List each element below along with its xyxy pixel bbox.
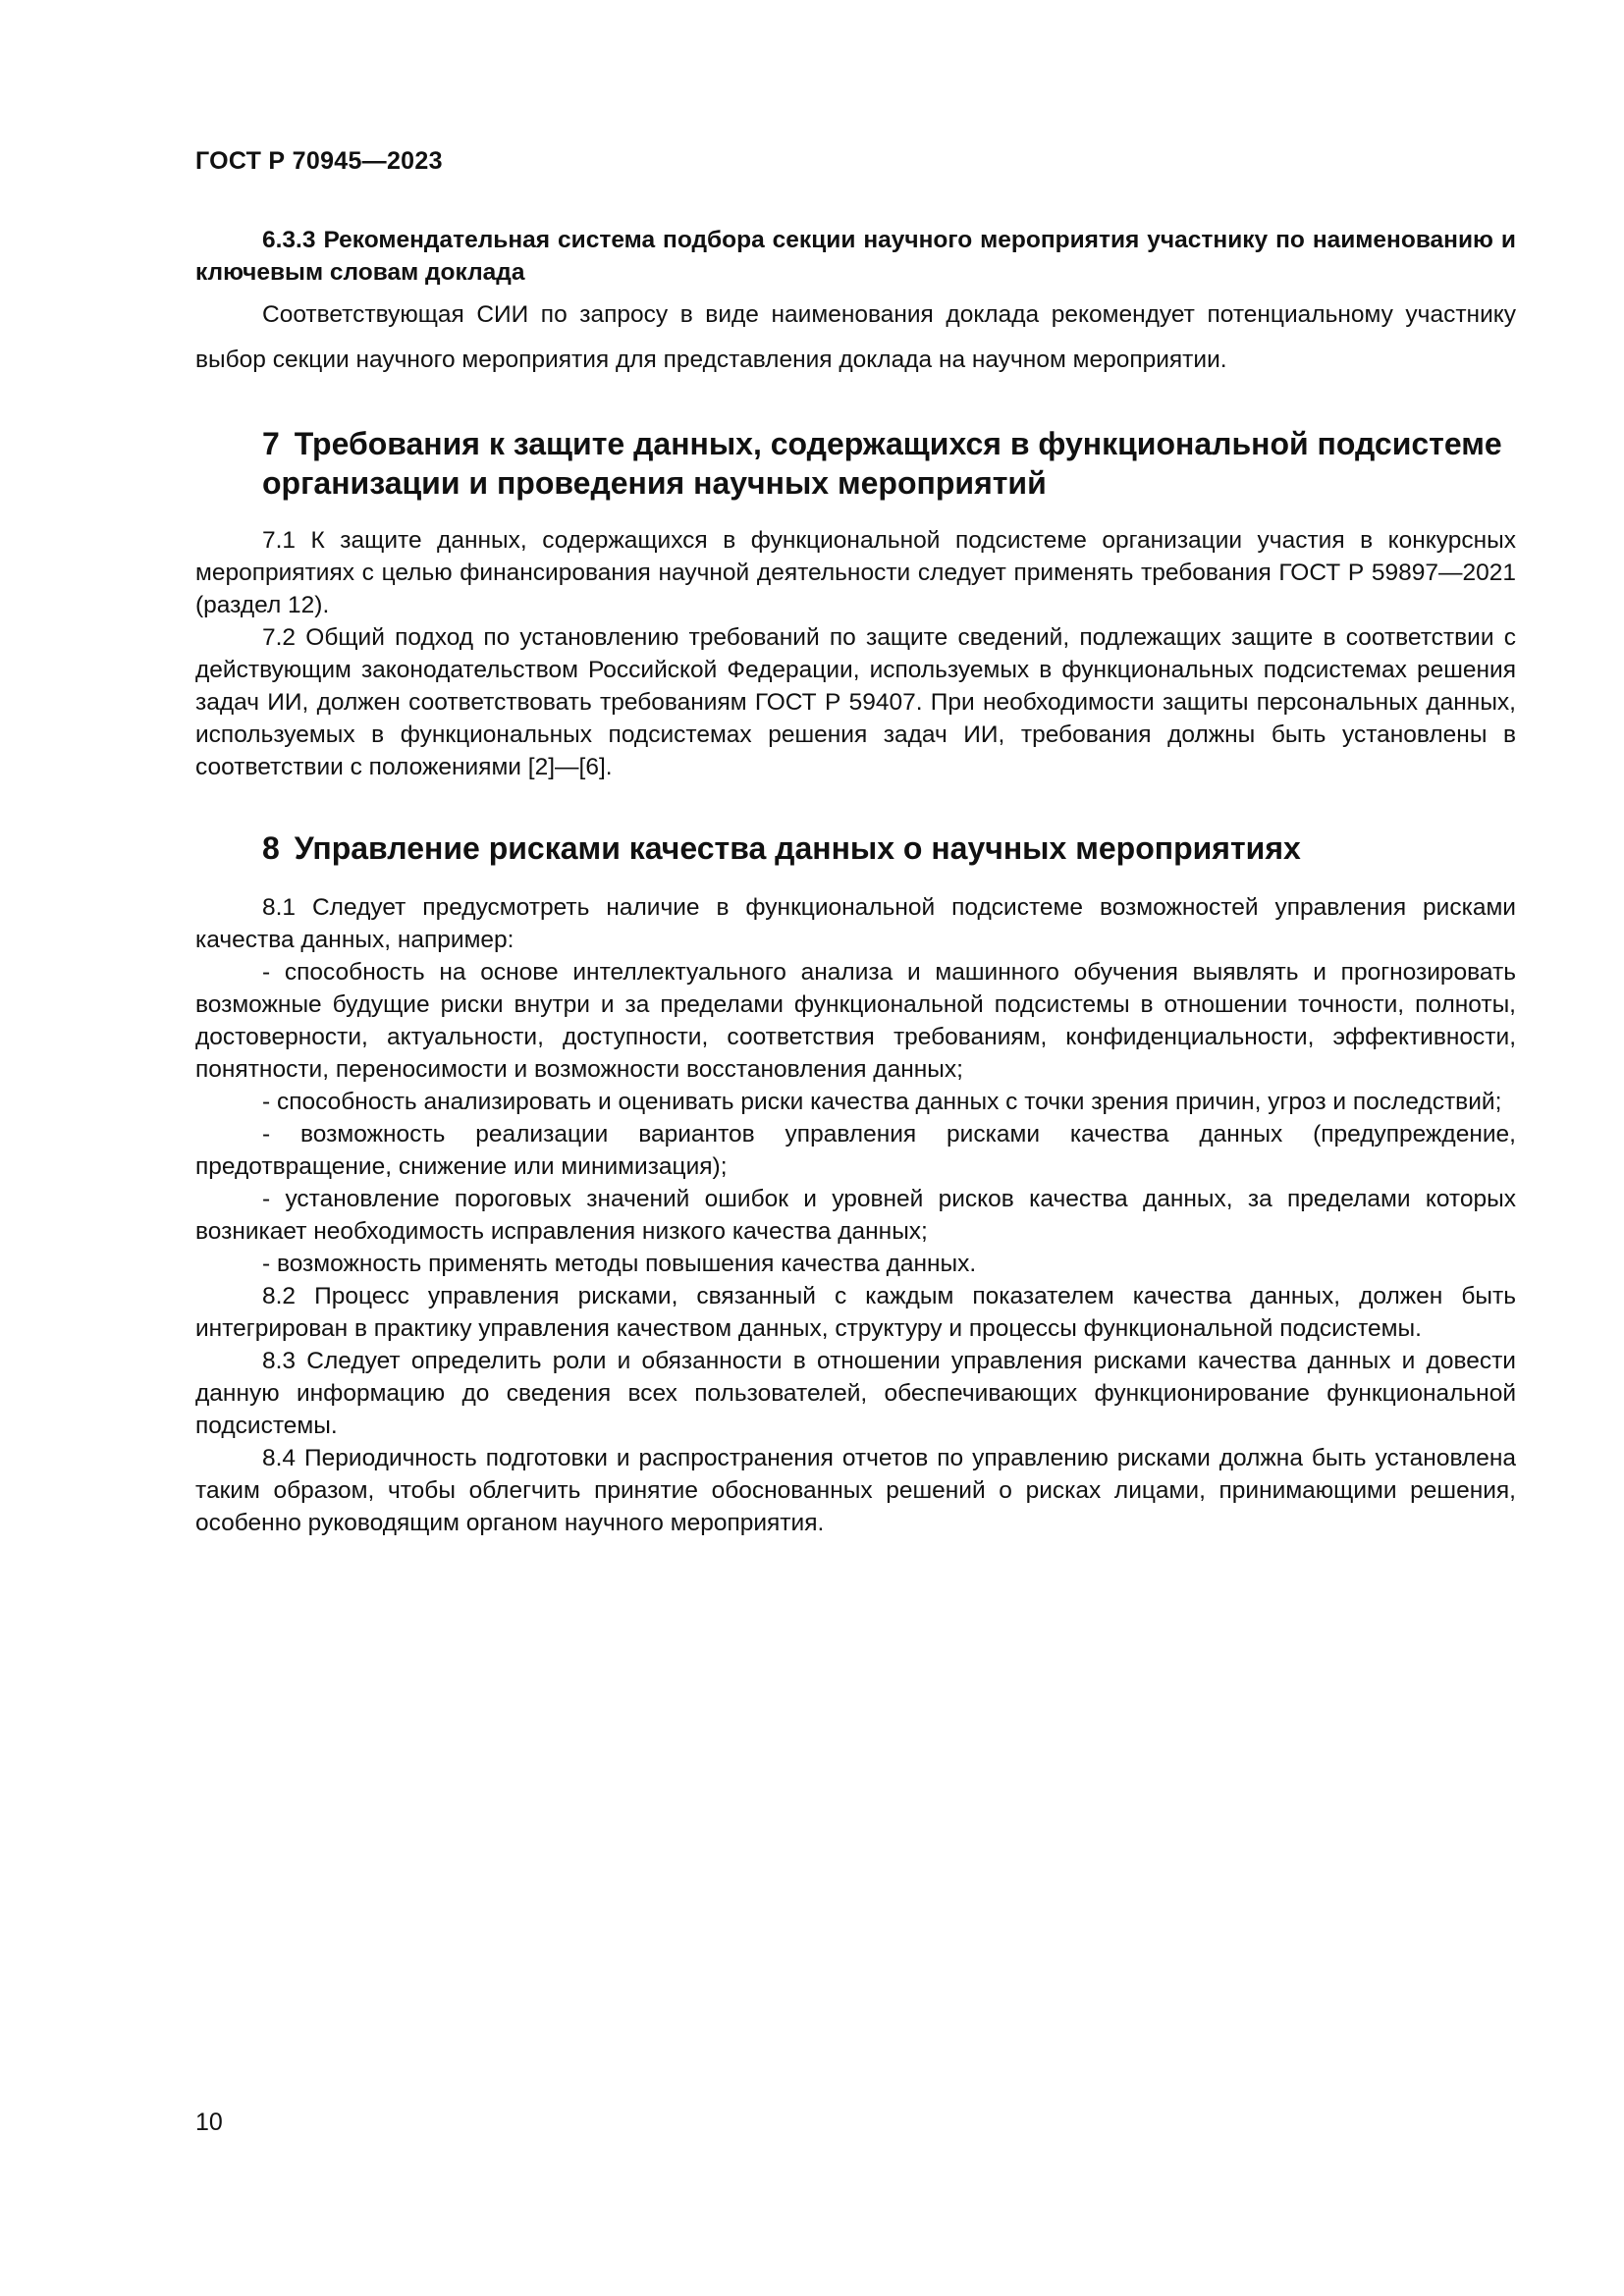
section-7-heading bbox=[195, 424, 1516, 503]
subsection-6-3-3-title: 6.3.3 Рекомендательная система подбора секции научного мероприятия участнику по наименованию и ключевым словам доклада bbox=[195, 227, 1516, 286]
list-item: - способность на основе интеллектуального анализа и машинного обучения выявлять и прогнозировать возможные будущие риски внутри и за пределами функциональной подсистемы в отношении точности, полноты, достоверности, актуальности, доступности, соответствия требованиям, конфиденциальности, эффективности, понятности, переносимости и возможности восстановления данных; bbox=[195, 959, 1516, 1083]
paragraph-8-2: 8.2 Процесс управления рисками, связанный с каждым показателем качества данных, должен быть интегрирован в практику управления качеством данных, структуру и процессы функциональной подсистемы. bbox=[195, 1283, 1516, 1342]
section-8-title: Управление рисками качества данных о научных мероприятиях bbox=[294, 830, 1301, 866]
document-body bbox=[195, 224, 1516, 1539]
paragraph-8-1: 8.1 Следует предусмотреть наличие в функциональной подсистеме возможностей управления рисками качества данных, например: bbox=[195, 894, 1516, 953]
section-8-heading bbox=[195, 828, 1516, 868]
section-7-title: Требования к защите данных, содержащихся в функциональной подсистеме организации и проведения научных мероприятий bbox=[262, 426, 1502, 501]
document-code-header: ГОСТ Р 70945—2023 bbox=[195, 147, 443, 175]
paragraph-7-1: 7.1 К защите данных, содержащихся в функциональной подсистеме организации участия в конкурсных мероприятиях с целью финансирования научной деятельности следует применять требования ГОСТ Р 59897—2021 (раздел 12). bbox=[195, 527, 1516, 618]
section-8-number: 8 bbox=[262, 830, 280, 866]
paragraph-8-4: 8.4 Периодичность подготовки и распространения отчетов по управлению рисками должна быть установлена таким образом, чтобы облегчить принятие обоснованных решений о рисках лицами, принимающими решения, особенно руководящим органом научного мероприятия. bbox=[195, 1445, 1516, 1536]
paragraph-8-3: 8.3 Следует определить роли и обязанности в отношении управления рисками качества данных и довести данную информацию до сведения всех пользователей, обеспечивающих функционирование функциональной подсистемы. bbox=[195, 1348, 1516, 1439]
list-item: - способность анализировать и оценивать риски качества данных с точки зрения причин, угроз и последствий; bbox=[262, 1089, 1502, 1115]
paragraph-7-2: 7.2 Общий подход по установлению требований по защите сведений, подлежащих защите в соответствии с действующим законодательством Российской Федерации, используемых в функциональных подсистемах решения задач ИИ, должен соответствовать требованиям ГОСТ Р 59407. При необходимости защиты персональных данных, используемых в функциональных подсистемах решения задач ИИ, требования должны быть установлены в соответствии с положениями [2]—[6]. bbox=[195, 624, 1516, 780]
page-number: 10 bbox=[195, 2109, 223, 2136]
list-item: - установление пороговых значений ошибок и уровней рисков качества данных, за пределами которых возникает необходимость исправления низкого качества данных; bbox=[195, 1186, 1516, 1245]
section-7-number: 7 bbox=[262, 426, 280, 461]
list-item: - возможность применять методы повышения качества данных. bbox=[262, 1251, 977, 1277]
list-item: - возможность реализации вариантов управления рисками качества данных (предупреждение, предотвращение, снижение или минимизация); bbox=[195, 1121, 1516, 1180]
subsection-6-3-3-text: Соответствующая СИИ по запросу в виде наименования доклада рекомендует потенциальному участнику выбор секции научного мероприятия для представления доклада на научном мероприятии. bbox=[195, 301, 1516, 373]
